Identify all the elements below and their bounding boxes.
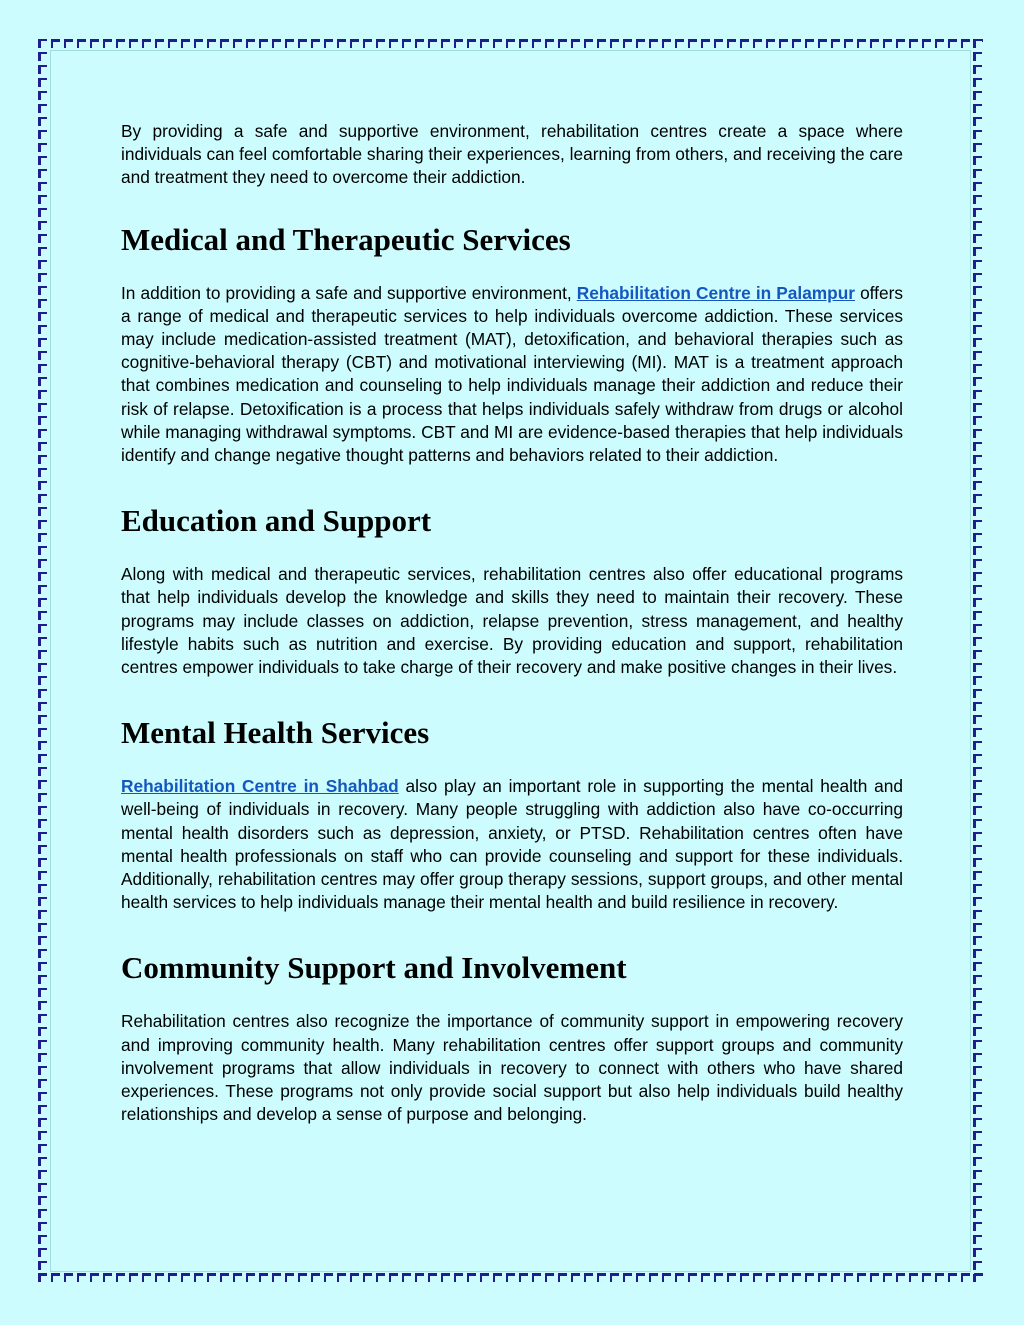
section-mental-health bbox=[121, 715, 903, 914]
shahbad-link[interactable]: Rehabilitation Centre in Shahbad bbox=[121, 776, 399, 797]
section-community-support bbox=[121, 950, 903, 1126]
palampur-link[interactable]: Rehabilitation Centre in Palampur bbox=[576, 282, 856, 303]
decorative-border-bottom bbox=[38, 1273, 985, 1282]
section-heading: Community Support and Involvement bbox=[121, 950, 627, 986]
section-heading: Medical and Therapeutic Services bbox=[121, 221, 571, 257]
decorative-border-left bbox=[38, 39, 47, 1282]
paragraph-text: In addition to providing a safe and supportive environment, bbox=[121, 282, 577, 303]
section-education-support bbox=[121, 503, 903, 679]
decorative-border-right bbox=[973, 39, 982, 1282]
section-medical-therapeutic bbox=[121, 222, 903, 468]
section-heading: Education and Support bbox=[121, 503, 432, 539]
intro-paragraph: By providing a safe and supportive environment, rehabilitation centres create a space where individuals can feel comfortable sharing their experiences, learning from others, and receiving the care and treatment they need to overcome their addiction. bbox=[121, 121, 903, 188]
decorative-border-top bbox=[38, 39, 985, 48]
paragraph-text: also play an important role in supporting the mental health and well-being of individuals in recovery. Many people struggling with addiction also have co-occurring mental health disorders such as depression, anxiety, or PTSD. Rehabilitation centres often have mental health professionals on staff who can provide counseling and support for these individuals. Additionally, rehabilitation centres may offer group therapy sessions, support groups, and other mental health services to help individuals manage their mental health and build resilience in recovery. bbox=[121, 776, 903, 913]
section-heading: Mental Health Services bbox=[121, 715, 430, 751]
paragraph-text: offers a range of medical and therapeutic services to help individuals overcome addiction. These services may include medication-assisted treatment (MAT), detoxification, and behavioral therapies such as cognitive-behavioral therapy (CBT) and motivational interviewing (MI). MAT is a treatment approach that combines medication and counseling to help individuals manage their addiction and reduce their risk of relapse. Detoxification is a process that helps individuals safely withdraw from drugs or alcohol while managing withdrawal symptoms. CBT and MI are evidence-based therapies that help individuals identify and change negative thought patterns and behaviors related to their addiction. bbox=[121, 282, 903, 466]
section-paragraph bbox=[121, 775, 903, 914]
section-paragraph: Rehabilitation centres also recognize the importance of community support in empowering recovery and improving community health. Many rehabilitation centres offer support groups and community involvement programs that allow individuals in recovery to connect with others who have shared experiences. These programs not only provide social support but also help individuals build healthy relationships and develop a sense of purpose and belonging. bbox=[121, 1011, 903, 1125]
section-paragraph: Along with medical and therapeutic services, rehabilitation centres also offer educational programs that help individuals develop the knowledge and skills they need to maintain their recovery. These programs may include classes on addiction, relapse prevention, stress management, and healthy lifestyle habits such as nutrition and exercise. By providing education and support, rehabilitation centres empower individuals to take charge of their recovery and make positive changes in their lives. bbox=[121, 564, 903, 678]
section-paragraph bbox=[121, 282, 903, 468]
document-body bbox=[121, 120, 903, 1162]
